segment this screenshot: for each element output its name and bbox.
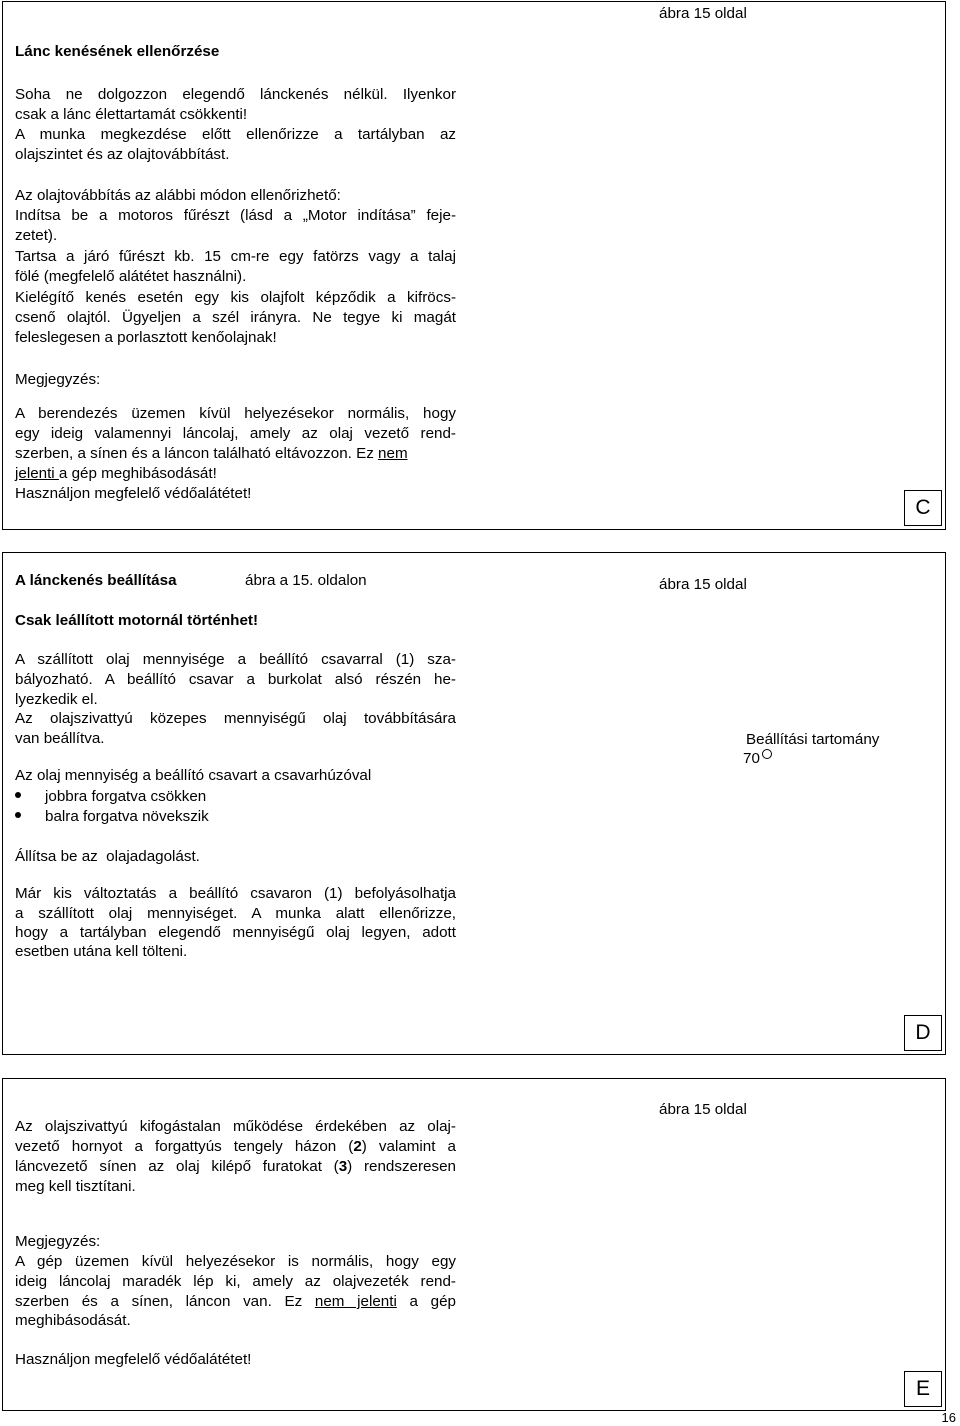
paragraph-line: láncvezető sínen az olaj kilépő furatokat (3) rendszeresen: [15, 1158, 456, 1175]
note-line: ideig láncolaj maradék lép ki, amely az olajvezeték rend-: [15, 1273, 456, 1290]
paragraph-line: Az olajtovábbítás az alábbi módon ellenőrizhető:: [15, 187, 341, 204]
paragraph-line: A szállított olaj mennyisége a beállító csavarral (1) sza-: [15, 651, 456, 668]
section-letter-d: D: [904, 1015, 942, 1051]
paragraph-line: csak a lánc élettartamát csökkenti!: [15, 106, 248, 123]
figure-reference: ábra 15 oldal: [659, 1101, 747, 1118]
paragraph-line: Már kis változtatás a beállító csavaron (1) befolyásolhatja: [15, 885, 456, 902]
note-line: szerben, a sínen és a láncon található eltávozzon. Ez nem: [15, 445, 408, 462]
note-line: meghibásodását.: [15, 1312, 131, 1329]
degree-icon: [762, 749, 772, 759]
section-letter-c: C: [904, 490, 942, 526]
paragraph-line: Állítsa be az olajadagolást.: [15, 848, 200, 865]
note-line: A berendezés üzemen kívül helyezésekor normális, hogy: [15, 405, 456, 422]
warning-text: Csak leállított motornál történhet!: [15, 612, 259, 629]
paragraph-line: Tartsa a járó fűrészt kb. 15 cm-re egy fatörzs vagy a talaj: [15, 248, 456, 265]
adjustment-range-value: 70: [743, 749, 772, 769]
paragraph-line: Az olaj mennyiség a beállító csavart a csavarhúzóval: [15, 767, 372, 784]
paragraph-line: esetben utána kell tölteni.: [15, 943, 188, 960]
note-line: Használjon megfelelő védőalátétet!: [15, 485, 252, 502]
paragraph-line: fölé (megfelelő alátétet használni).: [15, 268, 247, 285]
figure-reference: ábra 15 oldal: [659, 576, 747, 593]
paragraph-line: meg kell tisztítani.: [15, 1178, 136, 1195]
paragraph-line: feleslegesen a porlasztott kenőolajnak!: [15, 329, 277, 346]
paragraph-line: bályozható. A beállító csavar a burkolat alsó részén he-: [15, 671, 456, 688]
paragraph-line: A munka megkezdése előtt ellenőrizze a tartályban az: [15, 126, 456, 143]
page-number: 16: [941, 1410, 956, 1425]
paragraph-line: Kielégítő kenés esetén egy kis olajfolt képződik a kifröcs-: [15, 289, 456, 306]
paragraph-line: Az olajszivattyú kifogástalan működése érdekében az olaj-: [15, 1118, 456, 1135]
paragraph-line: Használjon megfelelő védőalátétet!: [15, 1351, 252, 1368]
section-c-panel: [2, 1, 946, 530]
paragraph-line: Az olajszivattyú közepes mennyiségű olaj továbbítására: [15, 710, 456, 727]
paragraph-line: csenő olajtól. Ügyeljen a szél irányra. Ne tegye ki magát: [15, 309, 456, 326]
note-line: jelenti a gép meghibásodását!: [15, 465, 217, 482]
paragraph-line: Soha ne dolgozzon elegendő lánckenés nélkül. Ilyenkor: [15, 86, 456, 103]
note-line: egy ideig valamennyi láncolaj, amely az olaj vezető rend-: [15, 425, 456, 442]
bullet-icon: [15, 792, 21, 798]
section-title: Lánc kenésének ellenőrzése: [15, 43, 220, 60]
note-line: szerben és a sínen, láncon van. Ez nem jelenti a gép: [15, 1293, 456, 1310]
paragraph-line: hogy a tartályban elegendő mennyiségű olaj legyen, adott: [15, 924, 456, 941]
section-letter-e: E: [904, 1371, 942, 1407]
adjustment-range-label: Beállítási tartomány: [746, 731, 880, 748]
paragraph-line: van beállítva.: [15, 730, 105, 747]
paragraph-line: olajszintet és az olajtovábbítást.: [15, 146, 230, 163]
paragraph-line: zetet).: [15, 227, 58, 244]
section-title: A lánckenés beállítása: [15, 572, 177, 589]
emphasis-underline: nem jelenti: [314, 1293, 397, 1310]
note-label: Megjegyzés:: [15, 371, 101, 388]
paragraph-line: vezető hornyot a forgattyús tengely házon (2) valamint a: [15, 1138, 456, 1155]
paragraph-line: Indítsa be a motoros fűrészt (lásd a „Motor indítása” feje-: [15, 207, 456, 224]
emphasis-underline: nem: [378, 445, 408, 462]
paragraph-line: lyezkedik el.: [15, 691, 98, 708]
section-e-panel: [2, 1078, 946, 1411]
emphasis-underline: jelenti: [15, 465, 59, 482]
note-label: Megjegyzés:: [15, 1233, 101, 1250]
list-item: balra forgatva növekszik: [15, 807, 209, 827]
section-d-panel: [2, 552, 946, 1055]
section-figure-reference: ábra a 15. oldalon: [245, 572, 367, 589]
figure-reference: ábra 15 oldal: [659, 5, 747, 22]
list-item: jobbra forgatva csökken: [15, 787, 206, 807]
bullet-icon: [15, 812, 21, 818]
paragraph-line: a szállított olaj mennyiséget. A munka alatt ellenőrizze,: [15, 905, 456, 922]
note-line: A gép üzemen kívül helyezésekor is normális, hogy egy: [15, 1253, 456, 1270]
